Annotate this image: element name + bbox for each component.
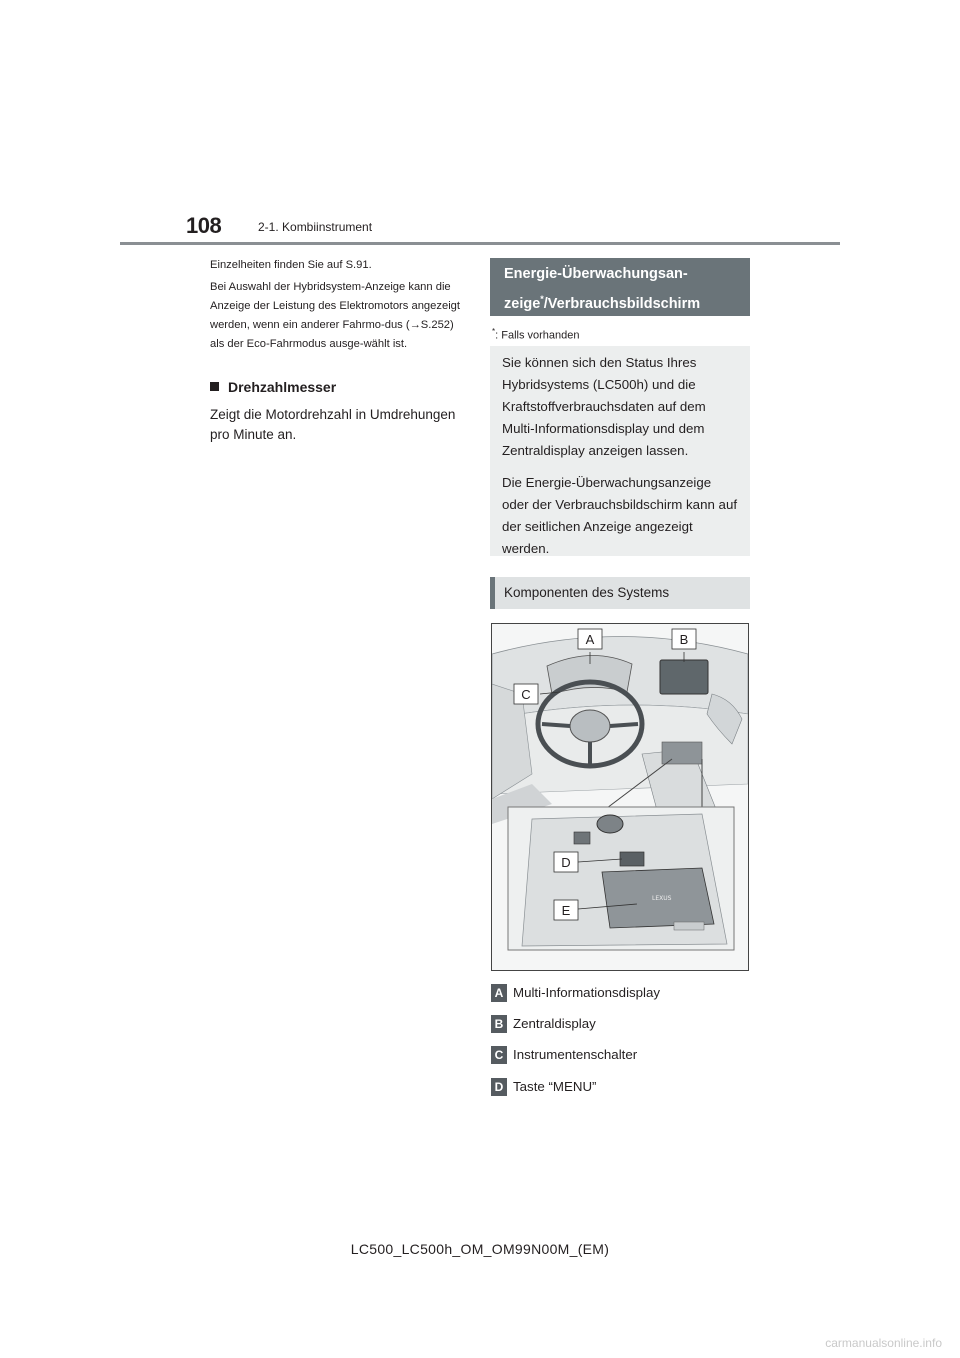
title-part2: /Verbrauchsbildschirm	[543, 295, 701, 312]
label-d: D	[561, 855, 571, 870]
title-asterisk: *	[540, 294, 544, 304]
legend-item-c	[491, 1044, 637, 1066]
paragraph-reference: Einzelheiten finden Sie auf S.91.	[210, 259, 372, 271]
legend-item-d	[491, 1076, 596, 1098]
legend-text-b: Zentraldisplay	[513, 1016, 596, 1031]
paragraph-tachometer: Zeigt die Motordrehzahl in Umdrehungen pro Minute an.	[210, 407, 456, 442]
info-paragraph-1: Sie können sich den Status Ihres Hybridsystems (LC500h) und die Kraftstoffverbrauchsdaten auf dem Multi-Informationsdisplay und dem Zentraldisplay anzeigen lassen.	[502, 355, 706, 458]
cockpit-drawing	[492, 624, 748, 970]
watermark: carmanualsonline.info	[825, 1336, 942, 1350]
legend-badge-b: B	[491, 1015, 507, 1033]
section-title-components: Komponenten des Systems	[490, 577, 750, 609]
subheading-tachometer	[210, 379, 336, 395]
label-b: B	[679, 632, 689, 647]
legend-text-d: Taste “MENU”	[513, 1079, 597, 1094]
title-part1: Energie-Überwachungsan-zeige	[504, 266, 688, 312]
section-title: 2-1. Kombiinstrument	[258, 220, 373, 234]
legend-text-c: Instrumentenschalter	[513, 1047, 638, 1062]
legend-badge-c: C	[491, 1046, 507, 1064]
footnote-text: : Falls vorhanden	[495, 329, 580, 342]
header-divider	[120, 242, 840, 245]
label-c: C	[521, 687, 531, 702]
lexus-logo-text: LEXUS	[652, 895, 672, 902]
footnote-mark: *	[492, 327, 496, 336]
legend-item-b	[491, 1013, 596, 1035]
paragraph-hybrid-display: Bei Auswahl der Hybridsystem-Anzeige kann die Anzeige der Leistung des Elektromotors angezeigt werden, wenn ein anderer Fahrmo-dus (→S.252) als der Eco-Fahrmodus ausge-wählt ist.	[210, 281, 461, 350]
label-e: E	[561, 903, 571, 918]
legend-text-a: Multi-Informationsdisplay	[513, 985, 661, 1000]
section-title-energy-monitor	[490, 258, 750, 316]
legend-badge-a: A	[491, 984, 507, 1002]
subheading-label: Drehzahlmesser	[228, 379, 337, 395]
bullet-square-icon	[210, 382, 219, 391]
info-paragraph-2: Die Energie-Überwachungsanzeige oder der Verbrauchsbildschirm kann auf der seitlichen Anzeige angezeigt werden.	[502, 475, 738, 556]
footnote	[492, 327, 580, 342]
legend-item-a	[491, 982, 660, 1004]
cockpit-illustration	[491, 623, 749, 971]
label-a: A	[585, 632, 595, 647]
document-code: LC500_LC500h_OM_OM99N00M_(EM)	[350, 1241, 610, 1257]
page-number: 108	[186, 213, 222, 238]
legend-badge-d: D	[491, 1078, 507, 1096]
info-box	[490, 346, 750, 556]
